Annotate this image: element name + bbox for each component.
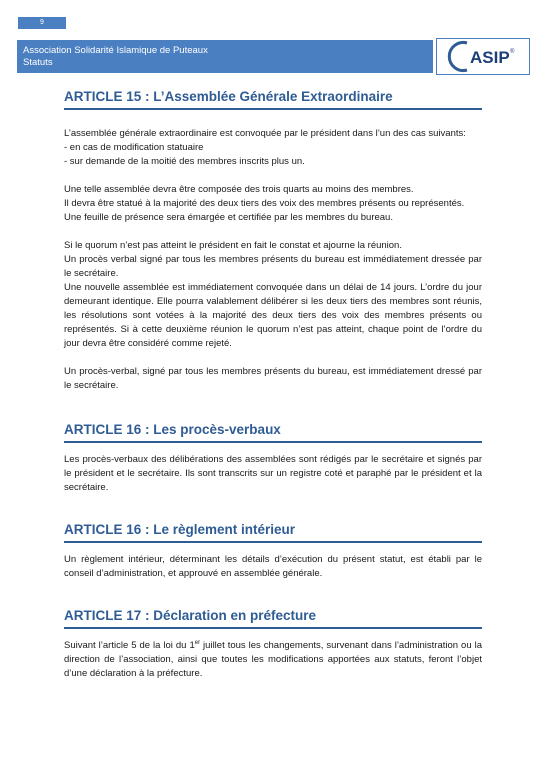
text-after-sup: juillet tous les changements, survenant dans l’administration ou la direction de l’association, ainsi que toutes les modifications apportées aux statuts, feront l’objet d’une déclaration à la préfecture. bbox=[64, 640, 482, 679]
article-16-reglement bbox=[64, 521, 482, 581]
paragraph: - sur demande de la moitié des membres inscrits plus un. bbox=[64, 156, 305, 167]
paragraph: Il devra être statué à la majorité des deux tiers des voix des membres présents ou représentés. bbox=[64, 198, 465, 209]
article-15 bbox=[64, 88, 482, 393]
logo-arc-icon bbox=[449, 43, 467, 71]
paragraph: Un procès-verbal, signé par tous les membres présents du bureau, est immédiatement dressé par le secrétaire. bbox=[64, 366, 482, 391]
article-body bbox=[64, 127, 482, 393]
paragraph: Un procès verbal signé par tous les membres présents du bureau est immédiatement dressée par le secrétaire. bbox=[64, 254, 482, 279]
article-body bbox=[64, 453, 482, 495]
paragraph: Une feuille de présence sera émargée et certifiée par les membres du bureau. bbox=[64, 212, 393, 223]
text-before-sup: Suivant l’article 5 de la loi du 1 bbox=[64, 640, 195, 651]
paragraph: L’assemblée générale extraordinaire est convoquée par le président dans l’un des cas suivants: bbox=[64, 128, 466, 139]
superscript: er bbox=[194, 639, 201, 646]
article-16-proces-verbaux bbox=[64, 421, 482, 495]
logo-text: ASIP bbox=[470, 48, 510, 67]
article-17 bbox=[64, 607, 482, 681]
article-title: ARTICLE 16 : Le règlement intérieur bbox=[64, 521, 482, 543]
article-body bbox=[64, 553, 482, 581]
document-header bbox=[17, 40, 433, 73]
paragraph: Si le quorum n’est pas atteint le président en fait le constat et ajourne la réunion. bbox=[64, 240, 402, 251]
logo-mark: ® bbox=[510, 49, 515, 55]
page-number: 9 bbox=[18, 17, 66, 29]
paragraph: Une telle assemblée devra être composée des trois quarts au moins des membres. bbox=[64, 184, 414, 195]
header-association-name: Association Solidarité Islamique de Puteaux bbox=[23, 44, 208, 56]
document-body bbox=[64, 88, 482, 681]
asip-logo bbox=[436, 38, 530, 75]
paragraph: Un règlement intérieur, déterminant les détails d’exécution du présent statut, est établi par le conseil d’administration, et approuvé en assemblée générale. bbox=[64, 554, 482, 579]
article-title: ARTICLE 17 : Déclaration en préfecture bbox=[64, 607, 482, 629]
paragraph: Les procès-verbaux des délibérations des assemblées sont rédigés par le secrétaire et signés par le président et le secrétaire. Ils sont transcrits sur un registre coté et paraphé par le président et la secrétaire. bbox=[64, 454, 482, 493]
article-title: ARTICLE 16 : Les procès-verbaux bbox=[64, 421, 482, 443]
paragraph: Une nouvelle assemblée est immédiatement convoquée dans un délai de 14 jours. L’ordre du jour demeurant identique. Elle pourra valablement délibérer si les deux tiers des membres sont réunis, les résolutions sont votées à la majorité des deux tiers des voix des membres présents ou représentés. Si à cette deuxième réunion le quorum n’est pas atteint, chaque point de l’ordre du jour devra être considéré comme rejeté. bbox=[64, 282, 482, 349]
header-document-type: Statuts bbox=[23, 56, 53, 68]
article-title: ARTICLE 15 : L’Assemblée Générale Extraordinaire bbox=[64, 88, 482, 110]
paragraph: - en cas de modification statuaire bbox=[64, 142, 204, 153]
article-body bbox=[64, 639, 482, 681]
paragraph bbox=[64, 639, 482, 681]
